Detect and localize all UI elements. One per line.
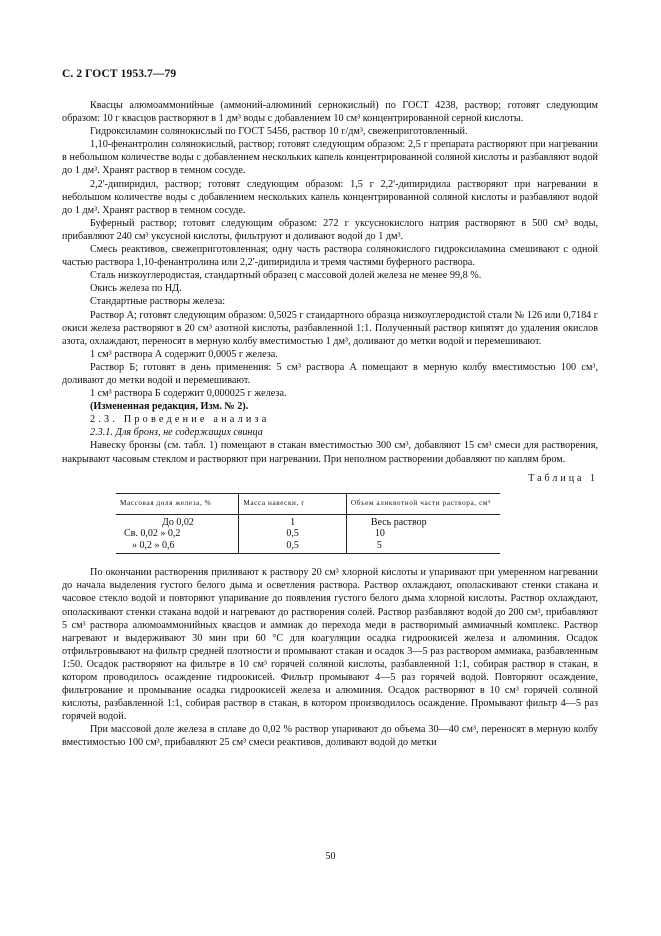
page-header: С. 2 ГОСТ 1953.7—79	[62, 68, 177, 80]
table-cell-aliquot: 5	[346, 540, 500, 554]
table-caption: Таблица 1	[528, 472, 598, 484]
paragraph-iron-oxide: Окись железа по НД.	[90, 283, 182, 295]
table-header-aliquot: Объем аликвотной части раствора, см³	[346, 493, 500, 514]
table-cell-mass: 1	[239, 514, 347, 528]
section-heading-analysis: 2.3. Проведение анализа	[90, 414, 270, 426]
paragraph-hydroxylamine: Гидроксиламин солянокислый по ГОСТ 5456, раствор 10 г/дм³, свежеприготовленный.	[90, 126, 468, 138]
table-row	[116, 528, 500, 540]
table-header-mass: Масса навески, г	[239, 493, 347, 514]
paragraph-low-iron: При массовой доле железа в сплаве до 0,02 % раствор упаривают до объема 30—40 см³, переносят в мерную колбу вместимостью 100 см³, прибавляют 25 см³ смеси реактивов, доливают водой до метки	[62, 724, 598, 749]
paragraph-steel: Сталь низкоуглеродистая, стандартный образец с массовой долей железа не менее 99,8 %.	[90, 270, 482, 282]
table-cell-fe: Св. 0,02 » 0,2	[124, 528, 181, 540]
table-header-row	[116, 493, 500, 514]
paragraph-solution-a-content: 1 см³ раствора А содержит 0,0005 г железа.	[90, 348, 278, 360]
subsection-heading-bronze: 2.3.1. Для бронз, не содержащих свинца	[90, 427, 263, 439]
paragraph-procedure: По окончании растворения приливают к раствору 20 см³ хлорной кислоты и упаривают при умеренном нагревании до начала выделения густого белого дыма и осветления раствора. Раствор охлаждают, ополаскивают стенки стакана и часовое стекло водой и повторяют упаривание до появления густого белого дыма хлорной кислоты. Раствор охлаждают, ополаскивают стенки стакана водой и нагревают до растворения солей. Раствор разбавляют водой до 200 см³, прибавляют 5 см³ раствора алюмоаммонийных квасцов и аммиак до перехода меди в растворимый аммиачный комплекс. Раствор нагревают и выдерживают 30 мин при 60 °С для коагуляции осадка гидроокисей железа и алюминия. Осадок отфильтровывают на фильтр средней плотности и промывают стакан и осадок 3—5 раз раствором аммиака, разбавленным 1:50. Осадок растворяют на фильтре в 10 см³ горячей соляной кислоты, разбавленной 1:1, собирая раствор в стакан, в котором проводилось осаждение гидроокисей. Фильтр промывают 4—5 раз горячей водой. Повторяют осаждение, фильтрование и промывание осадка гидроокисей железа и алюминия. Осадок растворяют в 10 см³ горячей соляной кислоты, разбавленной 1:1, собирая раствор в стакан, в котором производилось осаждение. Промывают фильтр 4—5 раз горячей водой.	[62, 567, 598, 723]
table-cell-aliquot: Весь раствор	[346, 514, 500, 528]
paragraph-buffer: Буферный раствор; готовят следующим образом: 272 г уксуснокислого натрия растворяют в 500 см³ воды, прибавляют 240 см³ уксусной кислоты, фильтруют и доливают водой до 1 дм³.	[62, 217, 598, 242]
paragraph-amendment: (Измененная редакция, Изм. № 2).	[90, 401, 249, 413]
paragraph-dipyridyl: 2,2'-дипиридил, раствор; готовят следующим образом: 1,5 г 2,2'-дипиридила растворяют при нагревании в небольшом количестве воды с добавлением нескольких капель концентрированной соляной кислоты и разбавляют водой до 1 дм³. Хранят раствор в темном сосуде.	[62, 178, 598, 216]
paragraph-reagent-mix: Смесь реактивов, свежеприготовленная; одну часть раствора солянокислого гидроксиламина смешивают с одной частью раствора 1,10-фенантролина или 2,2'-дипиридила и тремя частями буферного раствора.	[62, 244, 598, 269]
table-row	[116, 540, 500, 554]
paragraph-alum-solution: Квасцы алюмоаммонийные (аммоний-алюминий сернокислый) по ГОСТ 4238, раствор; готовят следующим образом: 10 г квасцов растворяют в 1 дм³ воды с добавлением 10 см³ концентрированной серной кислоты.	[62, 100, 598, 125]
table-cell-mass: 0,5	[239, 528, 347, 540]
table-cell-aliquot: 10	[346, 528, 500, 540]
paragraph-phenanthroline: 1,10-фенантролин солянокислый, раствор; готовят следующим образом: 2,5 г препарата растворяют при нагревании в небольшом количестве воды с добавлением нескольких капель концентрированной соляной кислоты и разбавляют водой до 1 дм³. Хранят раствор в темном сосуде.	[62, 139, 598, 177]
paragraph-solution-b-content: 1 см³ раствора Б содержит 0,000025 г железа.	[90, 388, 287, 400]
table-cell-mass: 0,5	[239, 540, 347, 554]
table-row	[116, 514, 500, 528]
paragraph-standard-solutions: Стандартные растворы железа:	[90, 296, 226, 308]
table-cell-fe: » 0,2 » 0,6	[116, 540, 239, 554]
page-number: 50	[325, 851, 336, 862]
table-header-fe: Массовая доля железа, %	[116, 493, 239, 514]
paragraph-solution-a: Раствор А; готовят следующим образом: 0,5025 г стандартного образца низкоуглеродистой стали № 126 или 0,7184 г окиси железа растворяют в 20 см³ азотной кислоты, разбавленной 1:1. Полученный раствор кипятят до удаления окислов азота, охлаждают, переносят в мерную колбу вместимостью 1 дм³, доливают до метки водой и перемешивают.	[62, 309, 598, 347]
table-cell-fe: До 0,02	[162, 516, 194, 528]
paragraph-sample: Навеску бронзы (см. табл. 1) помещают в стакан вместимостью 300 см³, добавляют 15 см³ смеси для растворения, накрывают часовым стеклом и растворяют при нагревании. При неполном растворении добавляют по каплям бром.	[62, 440, 598, 465]
document-body	[62, 99, 598, 750]
table-1	[116, 493, 500, 555]
paragraph-solution-b: Раствор Б; готовят в день применения: 5 см³ раствора А помещают в мерную колбу вместимостью 100 см³, доливают до метки водой и перемешивают.	[62, 361, 598, 386]
